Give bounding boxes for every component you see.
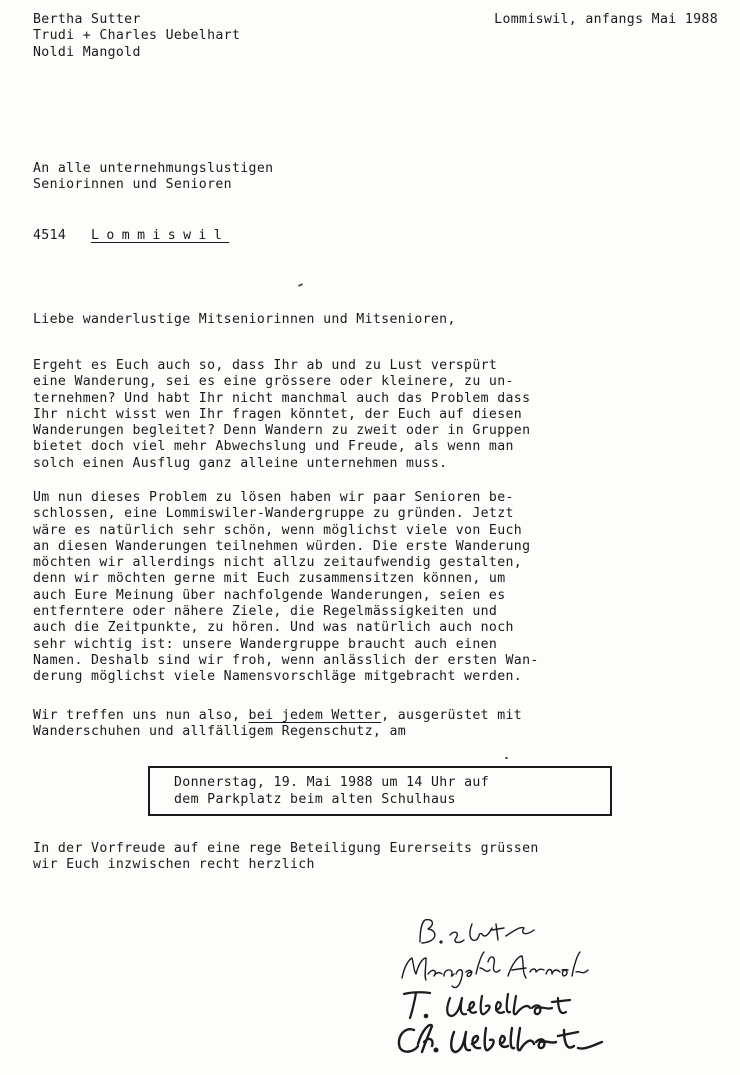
weather-emphasis: bei jedem Wetter (248, 708, 382, 723)
closing-line: wir Euch inzwischen recht herzlich (33, 857, 315, 873)
paragraph-line: an diesen Wanderungen teilnehmen würden. Die erste Wanderung (33, 538, 531, 554)
signature-sutter (420, 920, 534, 943)
recipient-line: An alle unternehmungslustigen (33, 161, 274, 176)
paragraph-line: Ergeht es Euch auch so, dass Ihr ab und zu Lust verspürt (33, 358, 498, 373)
event-box (148, 766, 612, 816)
sender-line: Bertha Sutter (33, 12, 141, 27)
paragraph-line: Wanderschuhen und allfälligem Regenschutz, am (33, 724, 407, 740)
paragraph-line: solch einen Ausflug ganz alleine unternehmen muss. (33, 455, 448, 471)
paragraph-meeting (33, 708, 522, 741)
closing (33, 841, 539, 874)
signature-t-uebelhart (404, 992, 570, 1018)
recipient-address (33, 228, 229, 244)
paragraph-plan (33, 490, 539, 686)
sender-line: Trudi + Charles Uebelhart (33, 28, 241, 44)
sender-line: Noldi Mangold (33, 44, 141, 60)
paragraph-line: schlossen, eine Lommiswiler-Wandergruppe zu gründen. Jetzt (33, 506, 514, 522)
paragraph-line: sehr wichtig ist: unsere Wandergruppe braucht auch einen (33, 636, 498, 652)
sender-block (33, 12, 240, 61)
paragraph-line (33, 708, 522, 724)
closing-line: In der Vorfreude auf eine rege Beteiligung Eurerseits grüssen (33, 841, 539, 856)
event-line: dem Parkplatz beim alten Schulhaus (174, 792, 456, 807)
signature-mangold (402, 952, 588, 988)
paragraph-line: derung möglichst viele Namensvorschläge mitgebracht werden. (33, 669, 523, 685)
paragraph-line: auch die Zeitpunkte, zu hören. Und was natürlich auch noch (33, 620, 514, 636)
text-segment: , ausgerüstet mit (381, 708, 523, 723)
scan-speck (505, 757, 508, 759)
recipient-block (33, 161, 273, 194)
paragraph-line: möchten wir allerdings nicht allzu zeitaufwendig gestalten, (33, 555, 523, 571)
text-segment: Wir treffen uns nun also, (33, 708, 249, 723)
paragraph-line: auch Eure Meinung über nachfolgende Wanderungen, seien es (33, 587, 506, 603)
zip-code: 4514 (33, 228, 67, 243)
paragraph-line: entferntere oder nähere Ziele, die Regelmässigkeiten und (33, 604, 498, 620)
place-date: Lommiswil, anfangs Mai 1988 (494, 12, 718, 27)
paragraph-intro (33, 358, 530, 472)
paragraph-line: denn wir möchten gerne mit Euch zusammensitzen können, um (33, 571, 506, 587)
paragraph-line: Ihr nicht wisst wen Ihr fragen könntet, der Euch auf diesen (33, 406, 523, 422)
paragraph-line: ternehmen? Und habt Ihr nicht manchmal auch das Problem dass (33, 390, 531, 406)
event-line: Donnerstag, 19. Mai 1988 um 14 Uhr auf (174, 775, 490, 790)
paragraph-line: Um nun dieses Problem zu lösen haben wir paar Senioren be- (33, 490, 514, 505)
paragraph-line: eine Wanderung, sei es eine grössere oder kleinere, zu un- (33, 374, 514, 390)
paragraph-line: wäre es natürlich sehr schön, wenn möglichst viele von Euch (33, 522, 523, 538)
paragraph-line: bietet doch viel mehr Abwechslung und Freude, als wenn man (33, 439, 514, 455)
signatures (392, 912, 632, 1062)
scan-speck (298, 283, 303, 287)
town-name: Lommiswil (91, 228, 230, 243)
signature-ch-uebelhart (399, 1025, 602, 1052)
recipient-line: Seniorinnen und Senioren (33, 177, 232, 193)
salutation: Liebe wanderlustige Mitseniorinnen und Mitsenioren, (33, 312, 456, 327)
paragraph-line: Wanderungen begleitet? Denn Wandern zu zweit oder in Gruppen (33, 423, 531, 439)
paragraph-line: Namen. Deshalb sind wir froh, wenn anlässlich der ersten Wan- (33, 652, 539, 668)
